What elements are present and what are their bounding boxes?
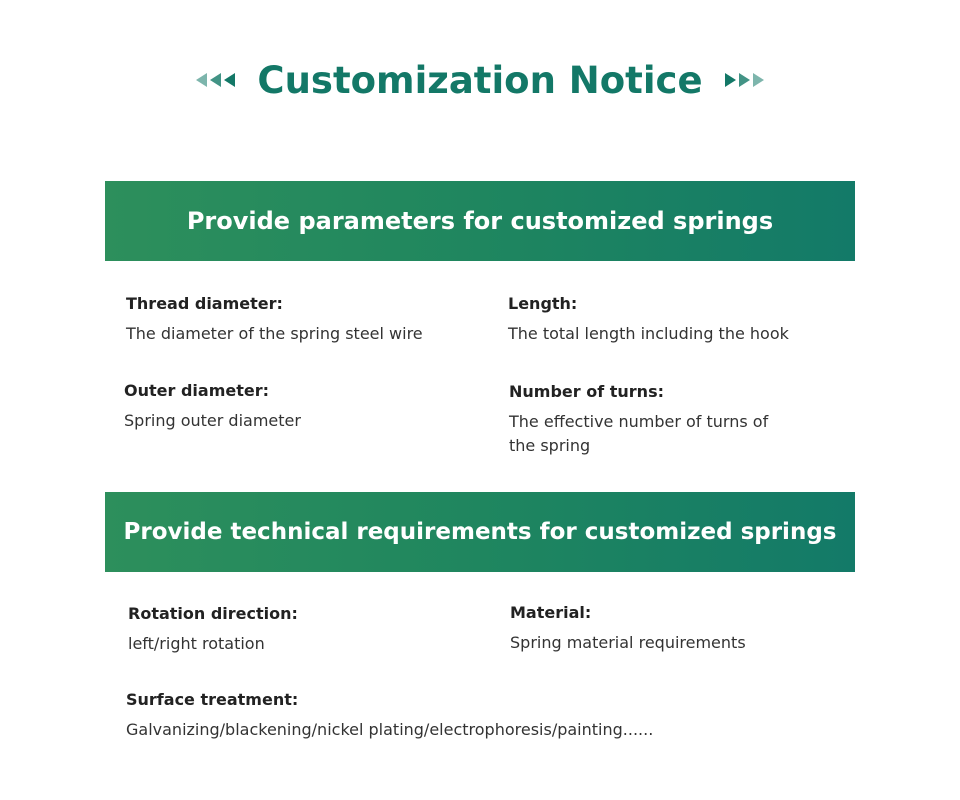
page-title: Customization Notice — [257, 58, 703, 102]
technical-requirements-banner — [105, 492, 855, 572]
triple-left-arrow-icon — [196, 73, 235, 87]
outer-diameter-label: Outer diameter: — [124, 381, 269, 400]
technical-requirements-banner-text: Provide technical requirements for customized springs — [123, 519, 837, 545]
surface-treatment-description: Galvanizing/blackening/nickel plating/electrophoresis/painting...... — [126, 720, 654, 739]
surface-treatment-item — [126, 690, 846, 742]
outer-diameter-item — [124, 381, 484, 433]
length-label: Length: — [508, 294, 578, 313]
surface-treatment-label: Surface treatment: — [126, 690, 299, 709]
material-item — [510, 603, 840, 655]
material-description: Spring material requirements — [510, 633, 746, 652]
number-of-turns-description: The effective number of turns of the spring — [509, 412, 769, 455]
rotation-direction-description: left/right rotation — [128, 634, 265, 653]
length-item — [508, 294, 838, 346]
length-description: The total length including the hook — [508, 324, 789, 343]
thread-diameter-label: Thread diameter: — [126, 294, 283, 313]
thread-diameter-description: The diameter of the spring steel wire — [126, 324, 423, 343]
rotation-direction-item — [128, 604, 488, 656]
title-row — [0, 52, 960, 108]
number-of-turns-item — [509, 382, 799, 458]
triple-right-arrow-icon — [725, 73, 764, 87]
material-label: Material: — [510, 603, 592, 622]
parameters-banner-text: Provide parameters for customized springs — [186, 207, 774, 235]
outer-diameter-description: Spring outer diameter — [124, 411, 301, 430]
parameters-banner — [105, 181, 855, 261]
rotation-direction-label: Rotation direction: — [128, 604, 298, 623]
number-of-turns-label: Number of turns: — [509, 382, 664, 401]
thread-diameter-item — [126, 294, 486, 346]
